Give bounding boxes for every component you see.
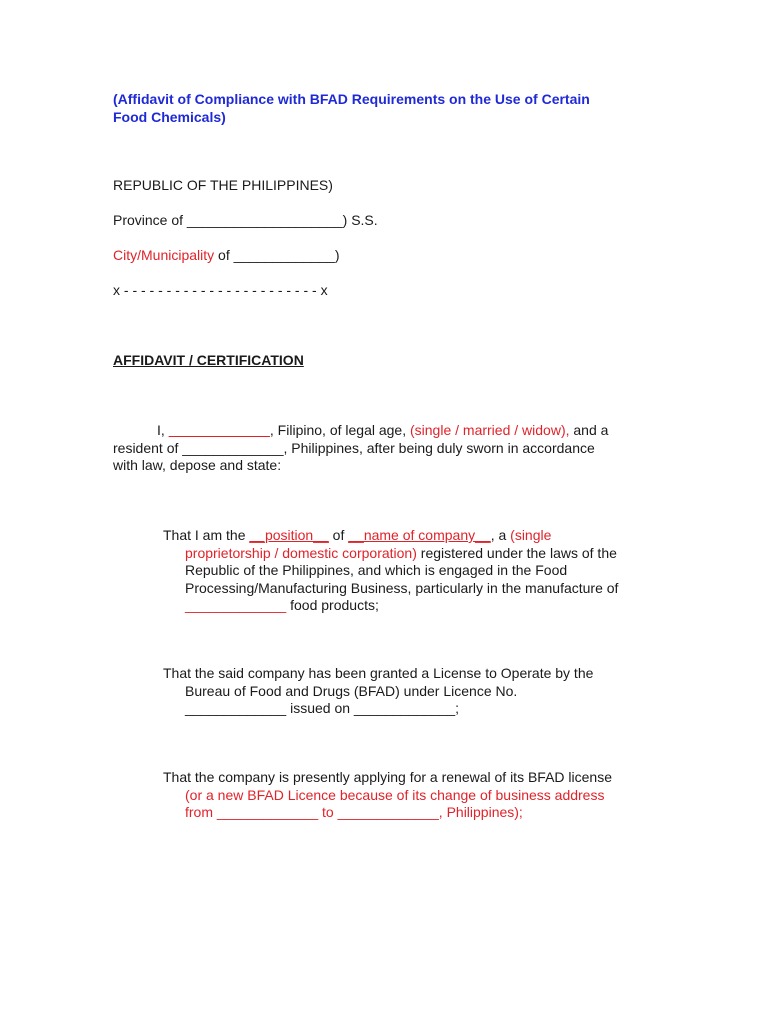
statement-item-1 <box>163 527 618 615</box>
document-title <box>113 91 590 126</box>
item3-line-2: (or a new BFAD Licence because of its change of business address <box>185 786 605 803</box>
intro-paragraph <box>113 422 608 475</box>
item1-line-1: That I am the __position__ of __name of company__, a (single <box>163 527 552 543</box>
title-line-2: Food Chemicals) <box>113 108 226 125</box>
venue-separator: x - - - - - - - - - - - - - - - - - - - - - - - x <box>113 282 328 298</box>
venue-city <box>113 247 339 265</box>
item2-line-2: Bureau of Food and Drugs (BFAD) under Licence No. <box>185 682 518 699</box>
title-line-1: (Affidavit of Compliance with BFAD Requirements on the Use of Certain <box>113 91 590 107</box>
item1-line-2: proprietorship / domestic corporation) registered under the laws of the <box>185 544 617 561</box>
item3-line-3: from _____________ to _____________, Philippines); <box>185 804 523 820</box>
position-blank: __position__ <box>249 527 329 543</box>
statement-item-3 <box>163 769 612 822</box>
item2-line-3: _____________ issued on _____________; <box>185 700 460 716</box>
affidavit-heading: AFFIDAVIT / CERTIFICATION <box>113 352 304 368</box>
item1-line-3: Republic of the Philippines, and which is engaged in the Food <box>185 562 568 578</box>
item1-line-5: _____________ food products; <box>185 597 379 613</box>
affiant-name-blank: _____________ <box>168 422 270 438</box>
company-name-blank: __name of company__ <box>348 527 491 543</box>
venue-republic: REPUBLIC OF THE PHILIPPINES) <box>113 177 333 193</box>
civil-status: (single / married / widow), <box>410 422 570 438</box>
venue-province: Province of ____________________) S.S. <box>113 212 378 228</box>
intro-line-2: resident of _____________, Philippines, after being duly sworn in accordance <box>113 439 595 456</box>
city-blank: of _____________) <box>214 247 340 263</box>
statement-item-2 <box>163 665 593 718</box>
intro-line-1: I, _____________, Filipino, of legal age, (single / married / widow), and a <box>157 422 609 438</box>
item1-line-4: Processing/Manufacturing Business, particularly in the manufacture of <box>185 579 619 596</box>
city-label: City/Municipality <box>113 247 215 263</box>
item2-line-1: That the said company has been granted a License to Operate by the <box>163 665 594 681</box>
item3-line-1: That the company is presently applying for a renewal of its BFAD license <box>163 769 612 785</box>
intro-line-3: with law, depose and state: <box>113 457 282 473</box>
